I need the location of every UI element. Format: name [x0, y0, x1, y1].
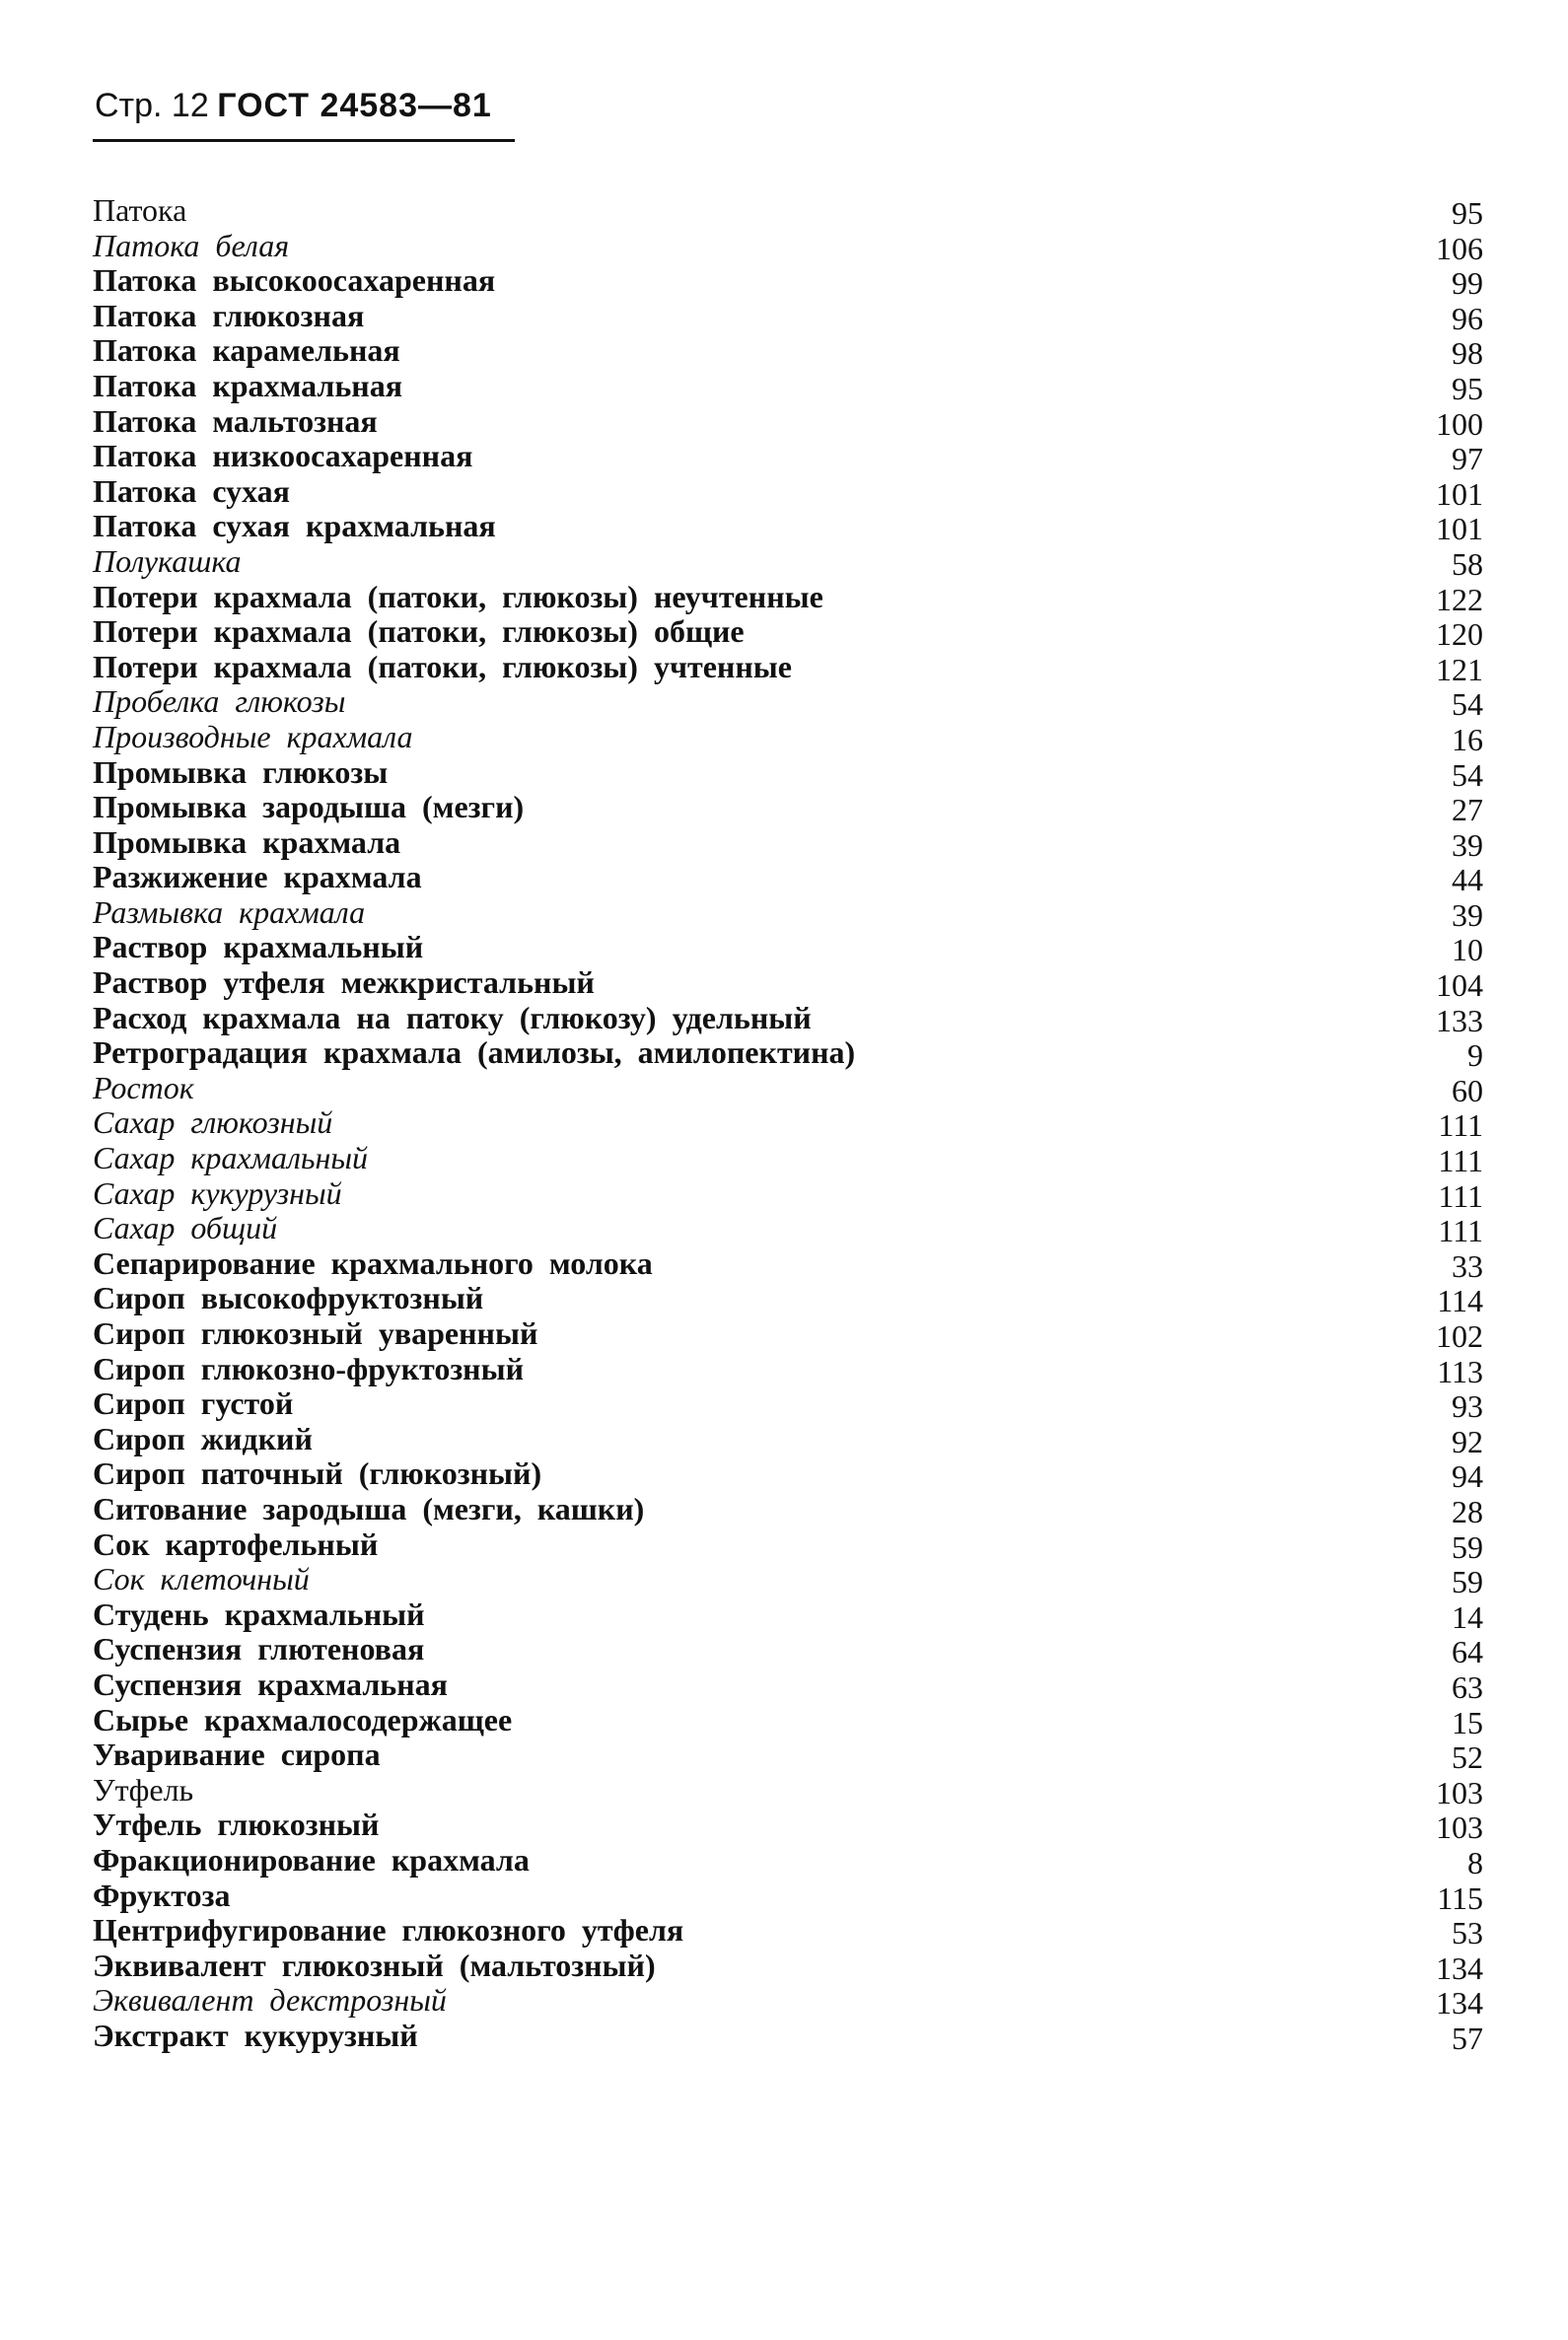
entry-term: Полукашка — [93, 542, 242, 579]
entry-term: Сироп высокофруктозный — [93, 1280, 484, 1316]
index-entry — [93, 369, 1483, 404]
entry-term: Потери крахмала (патоки, глюкозы) неучтенные — [93, 578, 823, 614]
entry-term: Разжижение крахмала — [93, 859, 422, 895]
entry-page-number: 63 — [1452, 1668, 1483, 1705]
index-entry — [93, 1001, 1483, 1036]
entry-page-number: 57 — [1452, 2020, 1483, 2056]
entry-term: Патока низкоосахаренная — [93, 438, 473, 474]
index-entry — [93, 720, 1483, 755]
entry-page-number: 8 — [1467, 1844, 1483, 1880]
entry-page-number: 101 — [1436, 511, 1483, 547]
entry-page-number: 120 — [1436, 616, 1483, 653]
entry-page-number: 122 — [1436, 581, 1483, 617]
entry-page-number: 113 — [1437, 1353, 1483, 1389]
entry-term: Ситование зародыша (мезги, кашки) — [93, 1490, 645, 1526]
entry-term: Утфель глюкозный — [93, 1807, 380, 1843]
term-index — [93, 192, 1483, 2056]
entry-page-number: 58 — [1452, 545, 1483, 582]
index-entry — [93, 1210, 1483, 1249]
index-entry — [93, 789, 1483, 828]
index-entry — [93, 508, 1483, 547]
index-entry — [93, 1879, 1483, 1914]
entry-term: Сироп густой — [93, 1385, 294, 1422]
entry-page-number: 111 — [1438, 1107, 1483, 1144]
index-entry — [93, 1246, 1483, 1282]
index-entry — [93, 929, 1483, 968]
entry-page-number: 97 — [1452, 441, 1483, 477]
index-entry — [93, 1527, 1483, 1563]
index-entry — [93, 1631, 1483, 1670]
index-entry — [93, 332, 1483, 372]
standard-code: ГОСТ 24583—81 — [217, 87, 492, 124]
entry-term: Патока глюкозная — [93, 297, 365, 333]
entry-page-number: 95 — [1452, 370, 1483, 406]
entry-term: Патока сухая — [93, 472, 290, 509]
entry-term: Фракционирование крахмала — [93, 1841, 530, 1878]
entry-page-number: 54 — [1452, 756, 1483, 793]
index-entry — [93, 1983, 1483, 2019]
entry-term: Производные крахмала — [93, 718, 413, 754]
page-number-label: Стр. 12 — [95, 87, 209, 124]
entry-page-number: 14 — [1452, 1598, 1483, 1635]
index-entry — [93, 404, 1483, 440]
entry-page-number: 28 — [1452, 1493, 1483, 1529]
entry-term: Сахар общий — [93, 1210, 278, 1246]
entry-page-number: 44 — [1452, 862, 1483, 898]
entry-term: Суспензия глютеновая — [93, 1631, 425, 1667]
index-entry — [93, 1140, 1483, 1179]
entry-page-number: 96 — [1452, 300, 1483, 336]
entry-term: Сок картофельный — [93, 1525, 379, 1562]
index-entry — [93, 1352, 1483, 1387]
index-entry — [93, 755, 1483, 791]
entry-term: Патока — [93, 192, 187, 228]
entry-page-number: 134 — [1436, 1950, 1483, 1986]
page-header — [95, 87, 492, 125]
entry-page-number: 115 — [1437, 1879, 1483, 1916]
entry-page-number: 103 — [1436, 1774, 1483, 1810]
index-entry — [93, 1667, 1483, 1703]
entry-page-number: 39 — [1452, 826, 1483, 863]
index-entry — [93, 1385, 1483, 1425]
index-entry — [93, 229, 1483, 264]
entry-page-number: 121 — [1436, 651, 1483, 687]
entry-page-number: 104 — [1436, 967, 1483, 1004]
entry-page-number: 60 — [1452, 1072, 1483, 1108]
index-entry — [93, 438, 1483, 477]
entry-page-number: 98 — [1452, 335, 1483, 372]
entry-term: Раствор утфеля межкристальный — [93, 964, 595, 1001]
index-entry — [93, 1949, 1483, 1984]
entry-term: Сахар кукурузный — [93, 1174, 342, 1211]
entry-page-number: 114 — [1437, 1283, 1483, 1319]
index-entry — [93, 613, 1483, 653]
entry-term: Потери крахмала (патоки, глюкозы) общие — [93, 613, 745, 650]
entry-page-number: 102 — [1436, 1318, 1483, 1354]
entry-page-number: 100 — [1436, 405, 1483, 442]
entry-term: Сироп жидкий — [93, 1420, 313, 1456]
entry-page-number: 54 — [1452, 686, 1483, 723]
entry-term: Раствор крахмальный — [93, 929, 424, 965]
entry-page-number: 106 — [1436, 230, 1483, 266]
entry-term: Сироп глюкозный уваренный — [93, 1315, 538, 1351]
entry-page-number: 111 — [1438, 1213, 1483, 1249]
entry-term: Сахар глюкозный — [93, 1104, 333, 1141]
index-entry — [93, 1597, 1483, 1633]
entry-page-number: 59 — [1452, 1564, 1483, 1600]
entry-page-number: 134 — [1436, 1985, 1483, 2021]
index-entry — [93, 1913, 1483, 1949]
index-entry — [93, 1422, 1483, 1457]
index-entry — [93, 1703, 1483, 1738]
entry-term: Ретроградация крахмала (амилозы, амилопектина) — [93, 1034, 856, 1071]
entry-term: Сироп глюкозно-фруктозный — [93, 1350, 525, 1386]
index-entry — [93, 262, 1483, 302]
entry-term: Эквивалент декстрозный — [93, 1982, 447, 2019]
index-entry — [93, 650, 1483, 685]
entry-term: Патока белая — [93, 227, 290, 263]
header-rule — [93, 139, 515, 142]
index-entry — [93, 683, 1483, 723]
index-entry — [93, 859, 1483, 898]
index-entry — [93, 580, 1483, 615]
entry-page-number: 52 — [1452, 1739, 1483, 1776]
index-entry — [93, 2019, 1483, 2054]
entry-term: Потери крахмала (патоки, глюкозы) учтенные — [93, 648, 792, 684]
index-entry — [93, 895, 1483, 931]
entry-page-number: 16 — [1452, 721, 1483, 757]
index-entry — [93, 964, 1483, 1004]
entry-term: Сепарирование крахмального молока — [93, 1244, 653, 1281]
index-entry — [93, 1176, 1483, 1212]
entry-term: Патока мальтозная — [93, 402, 378, 439]
index-entry — [93, 825, 1483, 861]
entry-page-number: 94 — [1452, 1458, 1483, 1495]
entry-page-number: 101 — [1436, 475, 1483, 512]
entry-term: Патока высокоосахаренная — [93, 262, 496, 299]
entry-term: Экстракт кукурузный — [93, 2017, 418, 2053]
entry-page-number: 33 — [1452, 1247, 1483, 1284]
entry-term: Расход крахмала на патоку (глюкозу) удельный — [93, 999, 812, 1035]
entry-term: Уваривание сиропа — [93, 1737, 381, 1773]
entry-term: Эквивалент глюкозный (мальтозный) — [93, 1947, 656, 1983]
entry-term: Патока карамельная — [93, 332, 400, 369]
entry-term: Центрифугирование глюкозного утфеля — [93, 1912, 684, 1949]
entry-page-number: 53 — [1452, 1915, 1483, 1951]
entry-term: Фруктоза — [93, 1877, 231, 1913]
index-entry — [93, 1737, 1483, 1776]
entry-page-number: 92 — [1452, 1423, 1483, 1459]
entry-page-number: 133 — [1436, 1002, 1483, 1038]
index-entry — [93, 474, 1483, 510]
entry-page-number: 64 — [1452, 1634, 1483, 1670]
entry-page-number: 103 — [1436, 1809, 1483, 1846]
entry-term: Сироп паточный (глюкозный) — [93, 1455, 542, 1492]
entry-page-number: 27 — [1452, 792, 1483, 828]
entry-term: Пробелка глюкозы — [93, 683, 346, 720]
entry-term: Сырье крахмалосодержащее — [93, 1701, 513, 1737]
index-entry — [93, 1280, 1483, 1319]
entry-term: Сок клеточный — [93, 1561, 310, 1597]
index-entry — [93, 299, 1483, 334]
index-entry — [93, 1773, 1483, 1808]
index-entry — [93, 1104, 1483, 1144]
index-entry — [93, 1316, 1483, 1352]
entry-page-number: 99 — [1452, 265, 1483, 302]
entry-term: Утфель — [93, 1771, 194, 1808]
entry-page-number: 95 — [1452, 195, 1483, 231]
entry-term: Студень крахмальный — [93, 1595, 425, 1632]
entry-page-number: 39 — [1452, 896, 1483, 933]
index-entry — [93, 1807, 1483, 1846]
entry-page-number: 15 — [1452, 1704, 1483, 1740]
index-entry — [93, 1034, 1483, 1074]
entry-term: Промывка крахмала — [93, 823, 401, 860]
entry-term: Сахар крахмальный — [93, 1140, 368, 1176]
entry-page-number: 59 — [1452, 1528, 1483, 1565]
index-entry — [93, 544, 1483, 580]
entry-term: Промывка глюкозы — [93, 753, 389, 790]
entry-page-number: 93 — [1452, 1388, 1483, 1425]
index-entry — [93, 1455, 1483, 1495]
index-entry — [93, 193, 1483, 229]
entry-term: Суспензия крахмальная — [93, 1666, 448, 1702]
entry-page-number: 111 — [1438, 1143, 1483, 1179]
entry-term: Патока сухая крахмальная — [93, 508, 496, 544]
entry-page-number: 9 — [1467, 1037, 1483, 1074]
entry-term: Патока крахмальная — [93, 367, 403, 403]
entry-term: Размывка крахмала — [93, 893, 366, 930]
index-entry — [93, 1071, 1483, 1106]
entry-term: Росток — [93, 1069, 194, 1105]
entry-page-number: 111 — [1438, 1177, 1483, 1214]
index-entry — [93, 1492, 1483, 1527]
index-entry — [93, 1843, 1483, 1879]
entry-page-number: 10 — [1452, 932, 1483, 968]
index-entry — [93, 1561, 1483, 1600]
entry-term: Промывка зародыша (мезги) — [93, 789, 525, 825]
